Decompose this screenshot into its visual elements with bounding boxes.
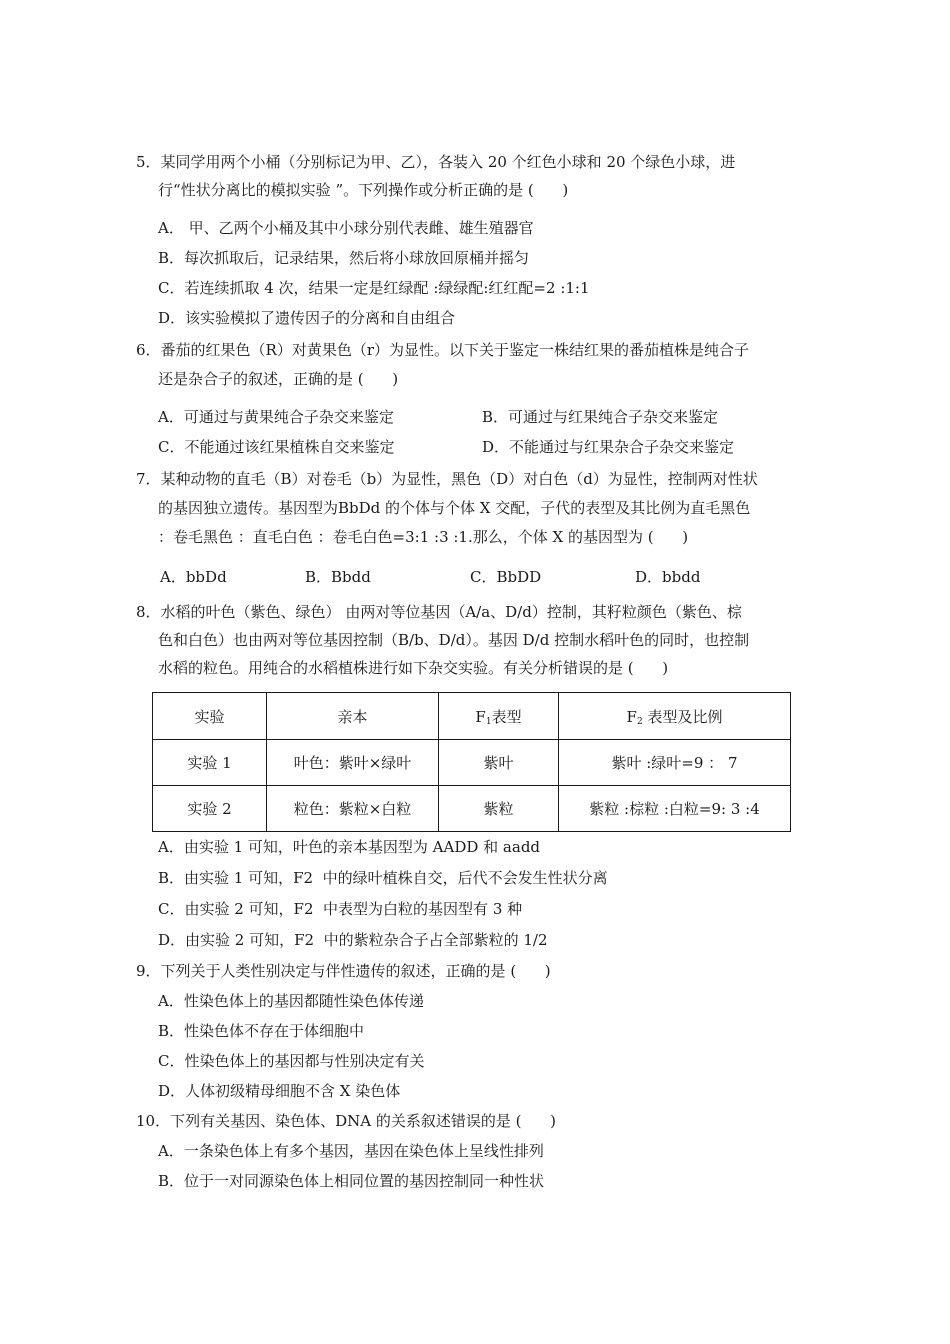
q7-option-b: B．Bbdd — [305, 568, 371, 586]
q8-stem-line3: 水稻的粒色。用纯合的水稻植株进行如下杂交实验。有关分析错误的是 ( ) — [158, 659, 669, 677]
f1-label: F — [475, 707, 486, 726]
q8-option-a: A．由实验 1 可知，叶色的亲本基因型为 AADD 和 aadd — [158, 838, 541, 856]
header-f1-phenotype — [439, 693, 559, 740]
q5-stem-line1: 5．某同学用两个小桶（分别标记为甲、乙），各装入 20 个红色小球和 20 个绿色小球，进 — [136, 153, 736, 171]
q9-option-d: D．人体初级精母细胞不含 X 染色体 — [158, 1082, 401, 1100]
q9-option-a: A．性染色体上的基因都随性染色体传递 — [158, 992, 424, 1010]
q7-stem-line1: 7．某种动物的直毛（B）对卷毛（b）为显性，黑色（D）对白色（d）为显性，控制两对性状 — [136, 470, 758, 488]
table-row — [153, 740, 791, 786]
table-cell: 实验 2 — [153, 786, 267, 832]
f1-phenotype-label: 表型 — [491, 707, 522, 726]
q8-stem-line1: 8．水稻的叶色（紫色、绿色） 由两对等位基因（A/a、D/d）控制，其籽粒颜色（紫色、棕 — [136, 603, 742, 621]
q10-stem: 10．下列有关基因、染色体、DNA 的关系叙述错误的是 ( ) — [136, 1112, 556, 1130]
f1-subscript: 1 — [485, 716, 492, 727]
table-header-row — [153, 693, 791, 740]
header-f2-phenotype-ratio — [559, 693, 791, 740]
f2-label: F — [626, 707, 637, 726]
table-cell: 紫叶 :绿叶=9 ： 7 — [559, 740, 791, 786]
table-row — [153, 786, 791, 832]
q7-stem-line3: ：卷毛黑色 ：直毛白色 ：卷毛白色=3:1 :3 :1.那么，个体 X 的基因型为 ( ) — [158, 528, 689, 546]
q10-option-b: B．位于一对同源染色体上相同位置的基因控制同一种性状 — [158, 1172, 545, 1190]
q9-stem: 9．下列关于人类性别决定与伴性遗传的叙述，正确的是 ( ) — [136, 962, 551, 980]
q6-option-d: D．不能通过与红果杂合子杂交来鉴定 — [482, 438, 735, 456]
table-cell: 叶色：紫叶×绿叶 — [267, 740, 439, 786]
q8-stem-line2: 色和白色）也由两对等位基因控制（B/b、D/d）。基因 D/d 控制水稻叶色的同时，也控制 — [158, 631, 750, 649]
f2-subscript: 2 — [636, 716, 643, 727]
table-cell: 紫粒 :棕粒 :白粒=9: 3 :4 — [559, 786, 791, 832]
q6-option-c: C．不能通过该红果植株自交来鉴定 — [158, 438, 395, 456]
q6-stem-line1: 6．番茄的红果色（R）对黄果色（r）为显性。以下关于鉴定一株结红果的番茄植株是纯合子 — [136, 341, 750, 359]
q7-stem-line2: 的基因独立遗传。基因型为BbDd 的个体与个体 X 交配，子代的表型及其比例为直毛黑色 — [158, 499, 751, 517]
header-parents: 亲本 — [267, 693, 439, 740]
q9-option-c: C．性染色体上的基因都与性别决定有关 — [158, 1052, 425, 1070]
table-cell: 紫叶 — [439, 740, 559, 786]
q6-option-b: B．可通过与红果纯合子杂交来鉴定 — [482, 408, 719, 426]
q5-option-c: C．若连续抓取 4 次，结果一定是红绿配 :绿绿配:红红配=2 :1:1 — [158, 279, 590, 297]
q7-option-d: D．bbdd — [635, 568, 701, 586]
q6-stem-line2: 还是杂合子的叙述，正确的是 ( ) — [158, 370, 399, 388]
q10-option-a: A．一条染色体上有多个基因，基因在染色体上呈线性排列 — [158, 1142, 544, 1160]
header-experiment: 实验 — [153, 693, 267, 740]
q7-option-c: C．BbDD — [470, 568, 542, 586]
q5-option-a: A． 甲、乙两个小桶及其中小球分别代表雌、雄生殖器官 — [158, 219, 534, 237]
q7-option-a: A．bbDd — [160, 568, 227, 586]
q9-option-b: B．性染色体不存在于体细胞中 — [158, 1022, 365, 1040]
q5-option-d: D．该实验模拟了遗传因子的分离和自由组合 — [158, 309, 456, 327]
q8-option-b: B．由实验 1 可知，F2 中的绿叶植株自交，后代不会发生性状分离 — [158, 869, 608, 887]
q5-option-b: B．每次抓取后，记录结果，然后将小球放回原桶并摇匀 — [158, 249, 530, 267]
q5-stem-line2: 行“性状分离比的模拟实验 ”。下列操作或分析正确的是 ( ) — [158, 181, 569, 199]
table-cell: 实验 1 — [153, 740, 267, 786]
table-cell: 紫粒 — [439, 786, 559, 832]
experiment-table — [152, 692, 791, 832]
table-cell: 粒色：紫粒×白粒 — [267, 786, 439, 832]
f2-phenotype-label: 表型及比例 — [642, 707, 723, 726]
q8-option-d: D．由实验 2 可知，F2 中的紫粒杂合子占全部紫粒的 1/2 — [158, 931, 548, 949]
q6-option-a: A．可通过与黄果纯合子杂交来鉴定 — [158, 408, 394, 426]
q8-option-c: C．由实验 2 可知，F2 中表型为白粒的基因型有 3 种 — [158, 900, 523, 918]
